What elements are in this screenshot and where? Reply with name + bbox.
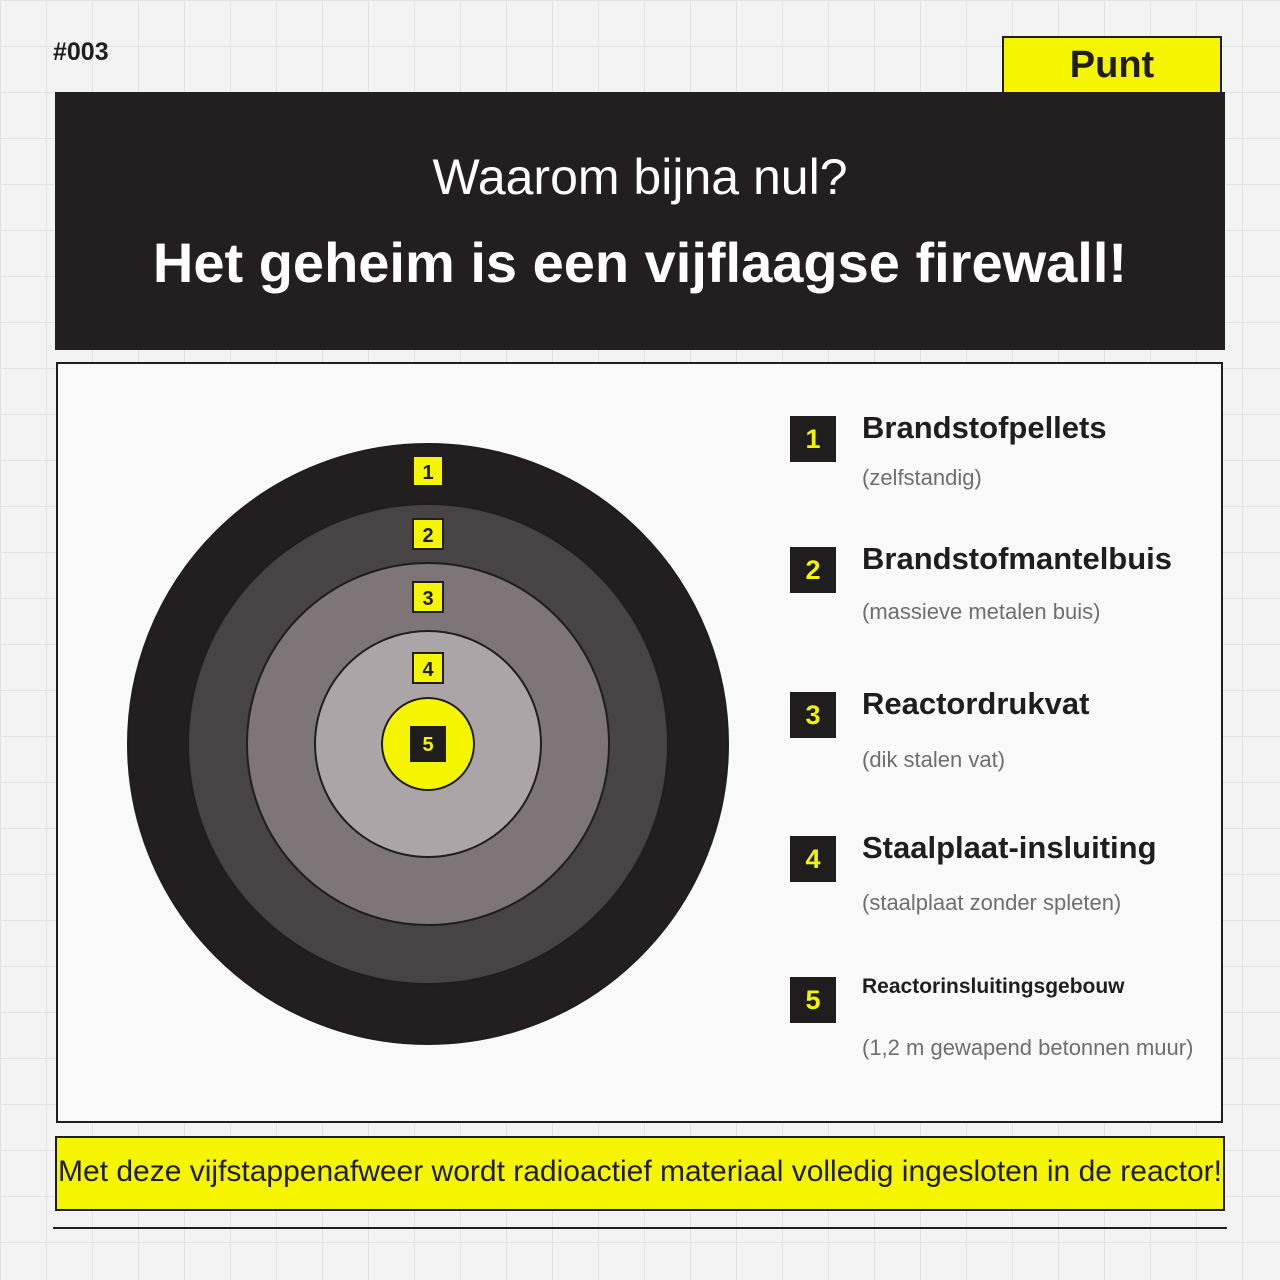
legend-number-1: 1 <box>790 416 836 462</box>
legend-title-1: Brandstofpellets <box>862 410 1107 445</box>
ring-badge-4 <box>413 653 443 683</box>
legend-title-2: Brandstofmantelbuis <box>862 541 1173 576</box>
ring-badge-3 <box>413 582 443 612</box>
ring-badge-2-label: 2 <box>422 525 434 547</box>
footer-divider <box>53 1227 1227 1229</box>
legend-desc-2: (massieve metalen buis) <box>862 599 1101 624</box>
legend-number-5: 5 <box>790 977 836 1023</box>
legend-title-3: Reactordrukvat <box>862 686 1090 721</box>
ring-badge-3-label: 3 <box>422 588 434 610</box>
legend-desc-3: (dik stalen vat) <box>862 747 1006 772</box>
diagram-panel <box>56 362 1223 1123</box>
legend-desc-4: (staalplaat zonder spleten) <box>862 890 1122 915</box>
ring-badge-5-label: 5 <box>422 734 434 756</box>
conclusion-text: Met deze vijfstappenafweer wordt radioactief materiaal volledig ingesloten in de reactor! <box>58 1155 1222 1188</box>
header-title: Het geheim is een vijflaagse firewall! <box>152 231 1128 294</box>
legend-desc-1: (zelfstandig) <box>862 465 982 490</box>
category-tag: Punt <box>1002 36 1222 92</box>
layers-diagram <box>126 442 730 1046</box>
ring-badge-4-label: 4 <box>422 659 434 681</box>
legend-number-2: 2 <box>790 547 836 593</box>
legend-number-3: 3 <box>790 692 836 738</box>
header-subtitle: Waarom bijna nul? <box>432 149 848 205</box>
header-banner <box>55 92 1225 350</box>
post-number: #003 <box>53 38 109 66</box>
legend-title-5: Reactorinsluitingsgebouw <box>862 975 1125 998</box>
ring-badge-1-label: 1 <box>422 462 434 484</box>
ring-badge-5 <box>410 726 446 762</box>
ring-badge-2 <box>413 519 443 549</box>
legend-number-4: 4 <box>790 836 836 882</box>
legend-title-4: Staalplaat-insluiting <box>862 830 1157 865</box>
ring-badge-1 <box>413 456 443 486</box>
legend-desc-5: (1,2 m gewapend betonnen muur) <box>862 1035 1194 1060</box>
